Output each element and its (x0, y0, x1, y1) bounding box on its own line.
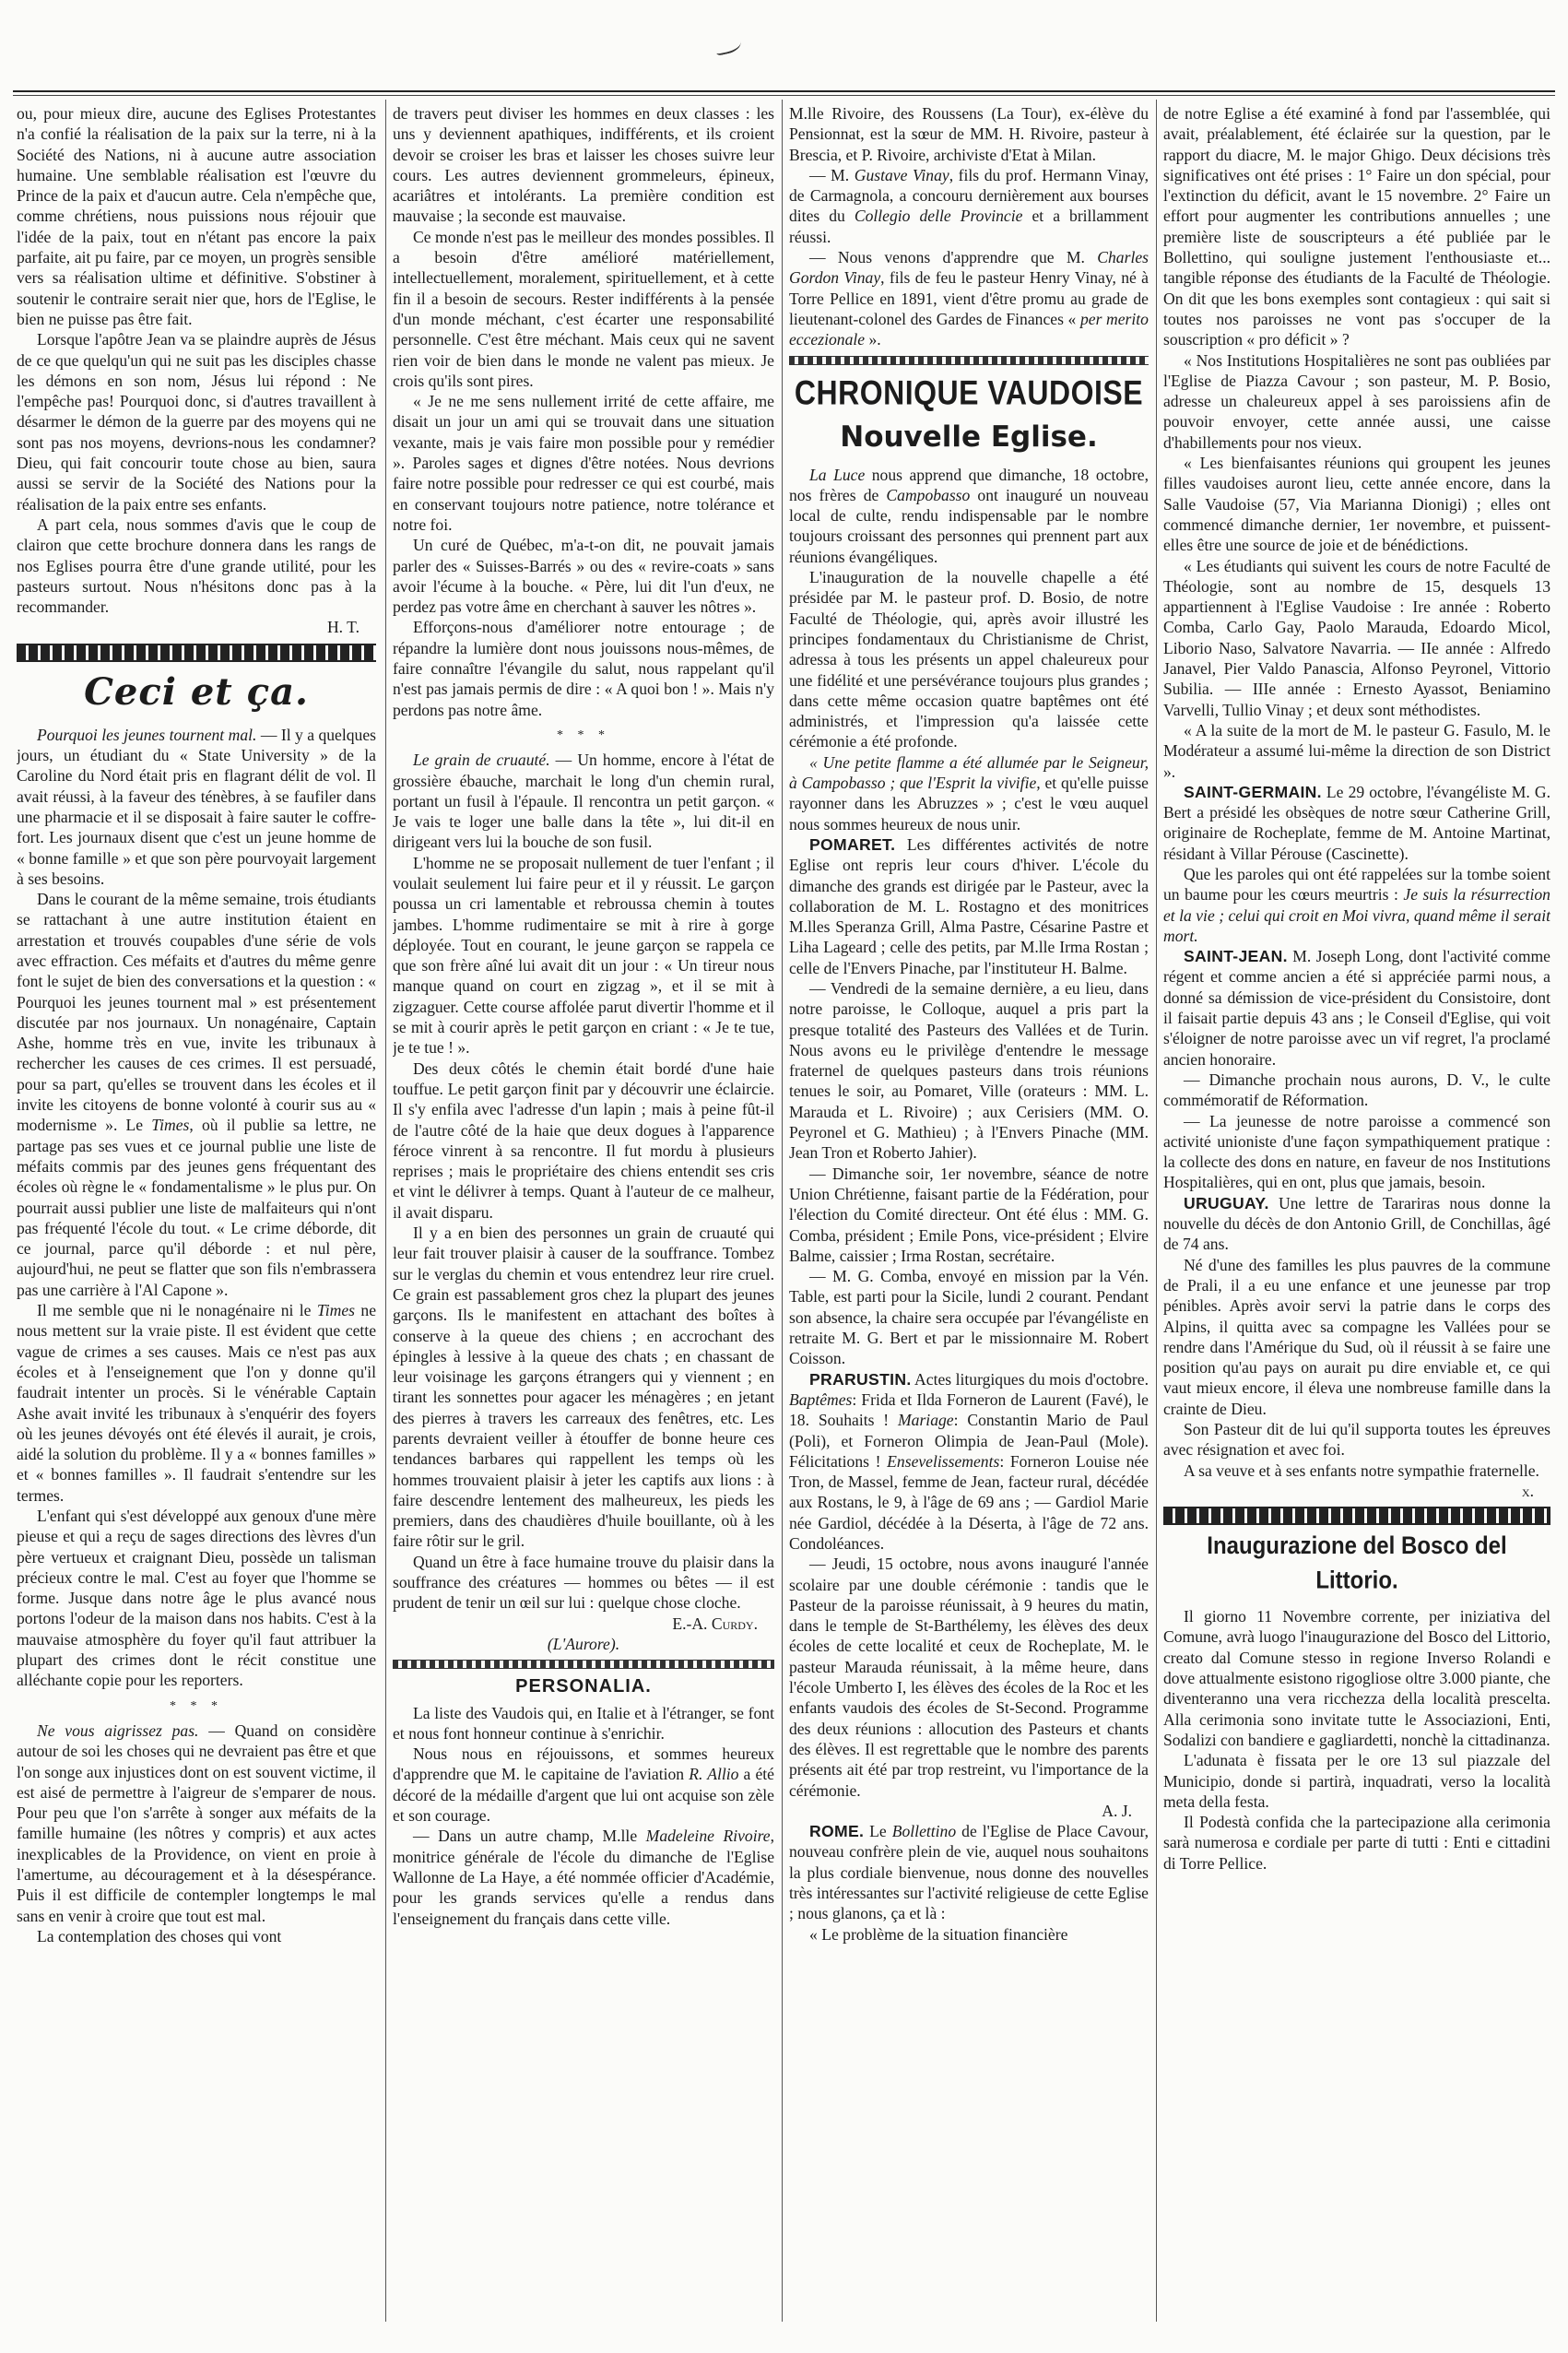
col1-signature: H. T. (326, 618, 360, 637)
col4-paragraph: Il giorno 11 Novembre corrente, per iniziativa del Comune, avrà luogo l'inaugurazione del Bosco del Littorio, creato dal Comune stesso in regione Inverso Rolandi e dove attualmente esistono rigogliose oltre 3.000 piante, che diventeranno una vera ricchezza della località prescelta. Alla cerimonia sono invitate tutte le Associazioni, Enti, Sodalizi con bandiere e gagliardetti, nonchè la cittadinanza. (1163, 1607, 1550, 1749)
column-rule-1 (385, 100, 386, 2322)
article-title: Le grain de cruauté. (413, 751, 550, 770)
section-heading-personalia: PERSONALIA. (515, 1676, 652, 1697)
col4-paragraph (1163, 864, 1550, 946)
article-title: Pourquoi les jeunes tournent mal. (37, 725, 257, 744)
place-heading: SAINT-JEAN. (1184, 947, 1288, 966)
text: M. Joseph Long, dont l'activité comme régent et comme ancien a été si appréciée parmi nous, a donné sa démission de vice-président du Consistoire, dont il faisait partie depuis 43 ans ; le Conseil d'Eglise, qui voit s'éloigner de notre paroisse avec un vif regret, l'a proclamé ancien honoraire. (1163, 947, 1550, 1069)
col3-paragraph (789, 752, 1149, 834)
place-heading: POMARET. (809, 834, 896, 854)
text: Les différentes activités de notre Eglise ont repris leur cours d'hiver. L'école du dimanche des grands est dirigée par le Pasteur, avec la collaboration de M. L. Rostagno et des monitrices M.lles Speranza Grill, Alma Pastre, Césarine Pastre et Liha Lageard ; celle des petits, par M.lle Irma Rostan ; celle de l'Envers Pinache, par l'instituteur H. Balme. (789, 834, 1149, 977)
col2-paragraph: « Je ne me sens nullement irrité de cette affaire, me disait un jour un ami qui se trouvait dans une situation vexante, mais je vais faire mon possible pour y remédier ». Paroles sages et dignes d'être notées. Nous devrions faire notre possible pour redresser ce qui est courbé, mais en conservant toujours notre patience, notre tolérance et notre foi. (393, 392, 774, 534)
col2-paragraph: L'homme ne se proposait nullement de tuer l'enfant ; il voulait seulement lui faire peur et il y réussit. Le garçon poussa un cri lamentable et rebroussa chemin à toutes jambes. L'homme rudimentaire se mit à rire à gorge déployée. Tout en courant, le jeune garçon se rappela ce que son frère aîné lui avait dit un jour : « Un tireur nous manque quand on court en zigzag », et il se mit à zigzaguer. Cette course affolée parut divertir l'homme et il se mit à courir après le petit garçon en criant : « Je te tue, je te tue ! ». (393, 853, 774, 1058)
col4-paragraph: « A la suite de la mort de M. le pasteur G. Fasulo, M. le Modérateur a assumé lui-même la direction de son District ». (1163, 720, 1550, 781)
person-name: Madeleine Rivoire (645, 1827, 771, 1846)
col4-paragraph: Son Pasteur dit de lui qu'il supporta toutes les épreuves avec résignation et avec foi. (1163, 1420, 1550, 1460)
col3-paragraph: « Le problème de la situation financière (809, 1924, 1068, 1944)
ornament-divider (789, 356, 1149, 365)
text: , monitrice générale de l'école du dimanche de l'Eglise Wallonne de La Haye, a été nommée officier d'Académie, pour les grands services qu'elle a rendus dans l'enseignement du français dans cette ville. (393, 1827, 774, 1928)
col4-paragraph: « Les étudiants qui suivent les cours de notre Faculté de Théologie, sont au nombre de 15, desquels 13 appartiennent à l'Eglise Vaudoise : Ire année : Roberto Comba, Carlo Gay, Paolo Marauda, Edoardo Micol, Liborio Naso, Salvatore Navarria. — IIe année : Alfredo Janavel, Pier Valdo Panascia, Alfonso Peyronel, Vittorio Subilia. — IIIe année : Ernesto Ayassot, Beniamino Varvelli, Tullio Vinay ; et deux sont méthodistes. (1163, 556, 1550, 719)
col1-paragraph: L'enfant qui s'est développé aux genoux d'une mère pieuse et qui a reçu de sages directions des lèvres d'un père vertueux et craignant Dieu, possède un talisman précieux contre le mal. C'est au foyer que l'homme se forme. Jusque dans notre âge le plus avancé nous portons l'odeur de la maison dans nos habits. C'est à la mauvaise atmosphère du foyer qu'il faut attribuer la plupart des crimes dont le récit constitue une alléchante copie pour les reporters. (17, 1507, 376, 1690)
col3-paragraph (789, 165, 1149, 247)
stars-separator: * * * (170, 1698, 223, 1713)
text: Une lettre de Tarariras nous donne la nouvelle du décès de don Antonio Grill, de Conchillas, âgé de 74 ans. (1163, 1193, 1550, 1254)
col2-paragraph (393, 1826, 774, 1928)
text: Nous nous en réjouissons, et sommes heureux d'apprendre que M. le capitaine de l'aviation (393, 1744, 774, 1784)
col3-paragraph: L'inauguration de la nouvelle chapelle a été présidée par M. le pasteur prof. D. Bosio, de notre Faculté de Théologie, qui, après avoir illustré les principes fondamentaux du Christianisme de Christ, adressa à tous les présents un appel chaleureux pour une fidélité et une persévérance toujours plus grandes ; dans cette même occasion quatre baptêmes ont été administrés, et l'impression qu'a laissée cette cérémonie a été profonde. (789, 568, 1149, 751)
label: Mariage (898, 1411, 954, 1430)
label: Ensevelissements (887, 1451, 1000, 1471)
col1-article (17, 1720, 376, 1926)
col1-paragraph: Lorsque l'apôtre Jean va se plaindre auprès de Jésus de ce que quelqu'un qui ne suit pas les disciples chasse les démons en son nom, Jésus lui répond : Ne l'empêche pas! Pourquoi donc, si d'autres travaillent à désarmer le démon de la guerre par des moyens qui ne sont pas nos moyens, devrions-nous les condamner? Dieu, qui fait concourir toute chose au bien, saura aussi se servir de la Société des Nations pour la réalisation de la paix entre ses enfants. (17, 330, 376, 514)
col2-paragraph: de travers peut diviser les hommes en deux classes : les uns y deviennent apathiques, indifférents, et ils croient devoir se croiser les bras et laisser les choses suivre leur cours. Les autres deviennent grommeleurs, épineux, acariâtres et intolérants. La première condition est mauvaise ; la seconde est mauvaise. (393, 104, 774, 226)
text: Le 29 octobre, l'évangéliste M. G. Bert a présidé les obsèques de notre sœur Catherine Grill, originaire de Rocheplate, femme de M. Antoine Martinat, résidant à Villar Pérouse (Cascinette). (1163, 782, 1550, 863)
newspaper-name: Bollettino (891, 1822, 957, 1841)
col4-paragraph: Il Podestà confida che la partecipazione alla cerimonia sarà numerosa e cordiale per parte di tutti : Enti e cittadini di Torre Pellice. (1163, 1813, 1550, 1873)
article-text: — Un homme, encore à l'état de grossière ébauche, marchait le long d'un chemin rural, portant un fusil à l'épaule. Il rencontra un petit garçon. « Je vais te loger une balle dans la tête », lui dit-il en dirigeant vers lui la bouche de son fusil. (393, 751, 774, 852)
citation: per merito eccezionale (789, 309, 1149, 349)
col4-paragraph: A sa veuve et à ses enfants notre sympathie fraternelle. (1184, 1460, 1539, 1480)
person-name: Gustave Vinay (854, 165, 949, 184)
article-heading-nouvelle-eglise: Nouvelle Eglise. (840, 420, 1098, 454)
text: , où il publie sa lettre, ne partage pas ses vues et ce journal publie une liste de méfaits commis par des jeunes gens fréquentant des écoles où règne le « fondamentalisme » le plus pur. On pourrait aussi publier une liste de malfaiteurs qui n'ont pas fréquenté l'école du tout. « Le crime déborde, dit ce journal, parce qu'il déborde : et nul père, aujourd'hui, ne peut se flatter que son fils n'embrassera pas une carrière à l'Al Capone ». (17, 1116, 376, 1299)
newspaper-name: Times (316, 1301, 355, 1320)
col1-paragraph (17, 889, 376, 1300)
text: nous apprend que dimanche, 18 octobre, nos frères de (789, 465, 1149, 504)
place-heading: ROME. (809, 1822, 865, 1841)
label: Baptêmes (789, 1389, 853, 1409)
col1-paragraph: A part cela, nous sommes d'avis que le coup de clairon que cette brochure donnera dans les rangs de nos Eglises pourra être d'une grande utilité, pour les pasteurs surtout. Nous n'hésitons donc pas à la recommander. (17, 514, 376, 617)
col2-paragraph: Des deux côtés le chemin était bordé d'une haie touffue. Le petit garçon finit par y découvrir une éclaircie. Il s'y enfila avec l'adresse d'un lapin ; mais à peine fût-il de l'autre côté de la haie que deux dogues à l'apparence féroce vinrent à sa rencontre. Il fut mordu à plusieurs reprises ; mais le propriétaire des chiens entendit ses cris et vint le délivrer à temps. Quant à l'auteur de ce malheur, il avait disparu. (393, 1058, 774, 1222)
col1-paragraph: La contemplation des choses qui vont (37, 1926, 282, 1945)
col1-paragraph (17, 1300, 376, 1506)
col2-paragraph: La liste des Vaudois qui, en Italie et à l'étranger, se font et nous font honneur continue à s'enrichir. (393, 1703, 774, 1743)
person-name: Charles Gordon Vinay (789, 248, 1149, 288)
text: Il me semble que ni le nonagénaire ni le (37, 1301, 317, 1320)
col3-paragraph (789, 834, 1149, 978)
col4-signature: x. (1521, 1481, 1534, 1500)
top-rule (13, 90, 1555, 92)
ornament-divider (393, 1660, 774, 1669)
text: : Forneron Louise née Tron, de Massel, femme de Jean, facteur rural, décédée aux Rostans, le 9, à l'âge de 69 ans ; — Gardiol Marie née Gardiol, décédée à la Déserta, à l'âge de 72 ans. Condoléances. (789, 1451, 1149, 1553)
quotation: Je suis la résurrection et la vie ; celui qui croit en Moi vivra, quand même il serait mort. (1163, 885, 1550, 945)
quotation: « Une petite flamme a été allumée par le Seigneur, à Campobasso ; que l'Esprit la vivifie, (789, 752, 1149, 793)
place-heading: SAINT-GERMAIN. (1184, 782, 1322, 801)
col3-paragraph (789, 1821, 1149, 1923)
text: , fils du prof. Hermann Vinay, de Carmagnola, a concouru dernièrement aux bourses dites du (789, 165, 1149, 226)
text: : Frida et Ilda Forneron de Laurent (Favé), le 18. Souhaits ! (789, 1389, 1149, 1430)
place-heading: PRARUSTIN. (809, 1369, 912, 1389)
col4-paragraph: — Dimanche prochain nous aurons, D. V., le culte commémoratif de Réformation. (1163, 1070, 1550, 1110)
col3-paragraph: — M. G. Comba, envoyé en mission par la Vén. Table, est parti pour la Sicile, lundi 2 courant. Pendant son absence, la chaire sera occupée par l'évangéliste en retraite M. G. Bert et par le missionnaire M. Robert Coisson. (789, 1267, 1149, 1368)
text: — M. (809, 165, 855, 184)
col4-paragraph (1163, 946, 1550, 1070)
text: a été décoré de la médaille d'argent que lui ont acquise son zèle et son courage. (393, 1765, 774, 1826)
column-3 (789, 103, 1149, 2320)
section-heading-chronique-vaudoise: CHRONIQUE VAUDOISE (794, 372, 1144, 412)
col3-paragraph (789, 247, 1149, 349)
person-name: R. Allio (689, 1765, 739, 1784)
column-1 (17, 103, 376, 2320)
col3-paragraph: M.lle Rivoire, des Roussens (La Tour), ex-élève du Pensionnat, est la sœur de MM. H. Rivoire, pasteur à Brescia, et P. Rivoire, archiviste d'Etat à Milan. (789, 104, 1149, 164)
col2-paragraph: Un curé de Québec, m'a-t-on dit, ne pouvait jamais parler des « Suisses-Barrés » ou des « revire-coats » sans avoir l'écume à la bouche. « Père, lui dit l'un d'eux, ne perdez pas votre âme en cherchant à sauver les nôtres ». (393, 536, 774, 617)
col3-paragraph (789, 465, 1149, 567)
col4-paragraph: de notre Eglise a été examiné à fond par l'assemblée, qui avait, préalablement, été éclairée sur la question, par le rapport du diacre, M. le major Ghigo. Deux décisions très significatives ont été prises : 1° Faire un don spécial, pour l'extinction du déficit, avant le 15 novembre. 2° Faire un effort pour augmenter les contributions annuelles ; une première liste de souscripteurs a été publiée par le Bollettino, qui souligne justement l'enthousiaste et... tangible réponse des étudiants de la Faculté de Théologie. On dit que les bons exemples sont contagieux : qui sait si toutes nos paroisses ne vont pas s'occuper de la souscription « pro déficit » ? (1163, 104, 1550, 349)
col4-paragraph: « Les bienfaisantes réunions qui groupent les jeunes filles vaudoises auront lieu, cette année encore, dans la Salle Vaudoise (57, Via Marianna Dionigi) ; elles ont commencé dimanche dernier, 1er novembre, et puissent-elles être une source de joie et de bénédictions. (1163, 454, 1550, 555)
place-name: Campobasso (886, 485, 971, 504)
institution-name: Collegio delle Provincie (854, 207, 1023, 226)
col2-paragraph: Ce monde n'est pas le meilleur des mondes possibles. Il a besoin d'être amélioré matériellement, intellectuellement, moralement, spirituellement, et à cette fin il a besoin de secours. Rester indifférents à la pensée d'un monde méchant, c'est écarter une responsabilité personnelle. C'est être méchant. Mais ceux qui ne savent rien voir de bien dans le monde ne valent pas mieux. Je crois qu'ils sont pires. (393, 227, 774, 390)
ornament-divider (1163, 1507, 1550, 1525)
col2-paragraph: Efforçons-nous d'améliorer notre entourage ; de répandre la lumière dont nous jouissons nous-mêmes, de faire connaître l'évangile du salut, nous rappelant qu'il n'est pas jamais permis de dire : « A quoi bon ! ». Mais n'y perdons pas notre âme. (393, 618, 774, 719)
place-heading: URUGUAY. (1184, 1193, 1269, 1212)
column-4 (1163, 103, 1550, 2320)
col2-paragraph (393, 1744, 774, 1826)
text: Le (864, 1822, 892, 1841)
col4-paragraph: « Nos Institutions Hospitalières ne sont pas oubliées par l'Eglise de Piazza Cavour ; son pasteur, M. P. Bosio, adresse un chaleureux appel à ses paroissiens afin de pouvoir envoyer, cette année aussi, une caisse d'habillements pour nos vieux. (1163, 350, 1550, 452)
col4-paragraph: L'adunata è fissata per le ore 13 sul piazzale del Municipio, donde si partirà, inquadrati, verso la località meta della festa. (1163, 1751, 1550, 1811)
text: ». (865, 330, 881, 349)
text: ont inauguré un nouveau local de culte, rendu indispensable par le nombre toujours croissant des personnes qui prennent part aux réunions évangéliques. (789, 485, 1149, 566)
ornament-divider (17, 644, 376, 662)
col2-paragraph: Quand un être à face humaine trouve du plaisir dans la souffrance des créatures — hommes ou bêtes — il est prudent de tenir un œil sur lui : quelque chose cloche. (393, 1552, 774, 1613)
text: et a brillamment réussi. (789, 207, 1149, 246)
article-heading-bosco-littorio: Inaugurazione del Bosco del Littorio. (1207, 1532, 1507, 1595)
text: — Nous venons d'apprendre que M. (809, 248, 1098, 267)
text: Actes liturgiques du mois d'octobre. (911, 1369, 1149, 1389)
col4-paragraph: Né d'une des familles les plus pauvres de la commune de Prali, il a eu une enfance et une jeunesse par trop pénibles. Après avoir servi la patrie dans le corps des Alpins, il quitta avec sa compagne les Vallées pour se rendre dans l'Amérique du Sud, où il réussit à se faire une position qu'au pays on aurait pu dire enviable et, ce qui vaut mieux encore, il éleva une nombreuse famille dans la crainte de Dieu. (1163, 1255, 1550, 1418)
col2-signature: E.-A. Curdy. (672, 1614, 758, 1633)
page-corner-mark (714, 36, 743, 55)
col3-paragraph: — Vendredi de la semaine dernière, a eu lieu, dans notre paroisse, le Colloque, auquel a pris part la presque totalité des Pasteurs des Vallées et de Turin. Nous avons eu le privilège d'entendre le message fraternel de quelques pasteurs dans trois réunions tenues le soir, au Pomaret, Ville (orateurs : MM. L. Marauda et L. Rivoire) ; aux Cerisiers (MM. O. Peyronel et G. Mathieu) ; à l'Envers Pinache (MM. Jean Tron et Roberto Jahier). (789, 978, 1149, 1163)
col4-paragraph: — La jeunesse de notre paroisse a commencé son activité unioniste d'une façon sympathiquement pratique : la collecte des dons en nature, en faveur de nos Institutions Hospitalières, qui en ont, plus que jamais, besoin. (1163, 1111, 1550, 1192)
text: — Dans un autre champ, M.lle (413, 1827, 646, 1846)
text: Dans le courant de la même semaine, trois étudiants se rattachant à une autre institution étaient en arrestation et trouvés coupables d'une série de vols avec effraction. Ces méfaits et d'autres du même genre font le sujet de bien des conversations et la question : « Pourquoi les jeunes tournent mal » est présentement discutée par nos journaux. Un nonagénaire, Captain Ashe, homme très en vue, invite les tribunaux à rechercher les causes de ces crimes. Il est persuadé, pour sa part, qu'elles se trouvent dans les écoles et il invite les citoyens de bonne volonté à courir sus au « modernisme ». Le (17, 890, 376, 1135)
col1-paragraph: ou, pour mieux dire, aucune des Eglises Protestantes n'a confié la réalisation de la paix sur la terre, ni à la Société des Nations, ni à aucune autre association humaine. Une semblable réalisation est l'œuvre du Prince de la paix et d'aucun autre. Cela n'empêche que, comme chrétiens, nous puissions nous réjouir que l'idée de la paix, tout en n'étant pas encore la paix parfaite, ait pu faire, par ce moyen, un progrès sensible vers sa réalisation ultime et définitive. S'obstiner à soutenir le contraire serait nier que, hors de l'Eglise, le bien ne puisse pas être fait. (17, 104, 376, 328)
top-rule-thin (13, 95, 1555, 96)
newspaper-name: Times (151, 1116, 190, 1135)
text: : Constantin Mario de Paul (Poli), et Forneron Olimpia de Jean-Paul (Mole). Félicitations ! (789, 1411, 1149, 1471)
col2-source: (L'Aurore). (547, 1634, 620, 1653)
col2-paragraph: Il y a en bien des personnes un grain de cruauté qui leur fait trouver plaisir à causer de la souffrance. Tombez sur le verglas du chemin et vous entendrez leur rire cruel. Ce grain est passablement gros chez la plupart des jeunes garçons. Ils le manifestent en attachant des boîtes à conserve à la queue des chiens ; en accrochant des épingles à lessive à la queue des chats ; en chassant de leur voisinage les garçons étrangers qui y viennent ; en tirant les sonnettes pour agacer les ménagères ; en jetant des pierres à travers les carreaux des fenêtres, etc. Les parents devraient veiller à étouffer de bonne heure ces tendances barbares qui rappellent les temps où les hommes trouvaient plaisir à jeter les captifs aux lions : à faire descendre lentement des malheureux, les pieds les premiers, dans des chaudières d'huile bouillante, où à les faire rôtir sur le gril. (393, 1224, 774, 1551)
column-2 (393, 103, 774, 2320)
col3-signature: A. J. (1102, 1801, 1132, 1820)
col1-article (17, 725, 376, 889)
col3-paragraph: — Dimanche soir, 1er novembre, séance de notre Union Chrétienne, faisant partie de la Fédération, pour l'élection du Comité directeur. Ont été élus : MM. G. Comba, président ; Emile Pons, vice-président ; Elvire Balme, caissier ; Irma Rostan, secrétaire. (789, 1164, 1149, 1265)
article-title: Ne vous aigrissez pas. (37, 1720, 199, 1740)
text: Que les paroles qui ont été rappelées sur la tombe soient un baume pour les cœurs meurtris : (1163, 864, 1550, 905)
col4-paragraph (1163, 782, 1550, 864)
col2-article (393, 750, 774, 852)
newspaper-name: La Luce (809, 465, 866, 484)
text: et qu'elle puisse rayonner dans les Abruzzes » ; c'est le vœu auquel nous sommes heureux de nous unir. (789, 774, 1149, 834)
text: de l'Eglise de Place Cavour, nouveau confrère plein de vie, auquel nous souhaitons la plus cordiale bienvenue, nous donne des nouvelles très intéressantes sur l'activité religieuse de cette Eglise ; nous glanons, ça et là : (789, 1822, 1149, 1923)
section-heading-ceci-et-ca: Ceci et ça. (84, 669, 309, 714)
col4-paragraph (1163, 1193, 1550, 1255)
column-rule-3 (1156, 100, 1157, 2322)
article-text: — Quand on considère autour de soi les choses qui ne devraient pas être et que l'on songe aux injustices dont on est souvent victime, il est aisé de permettre à l'aigreur de s'emparer de nous. Pour peu que l'on s'arrête à songer aux méfaits de la famille humaine (les nôtres y compris) et aux actes inexplicables de la Providence, on vient en proie à l'amertume, au découragement et à la désespérance. Puis il est difficile de contempler longtemps le mal sans en venir à croire que tout est mal. (17, 1720, 376, 1925)
col3-paragraph (789, 1369, 1149, 1555)
text: , fils de feu le pasteur Henry Vinay, né à Torre Pellice en 1891, vient d'être promu au grade de lieutenant-colonel des Gardes de Finances « (789, 268, 1149, 328)
text: ne nous mettent sur la vraie piste. Il est évident que cette vague de crimes a ses causes. Mais ce n'est pas aux écoles et à l'enseignement que l'on y donne qu'il faudrait intenter un procès. Si le vénérable Captain Ashe avait invité les tribunaux à s'enquérir des foyers où les jeunes dévoyés ont été élevés il aurait, je crois, aidé la solution du problème. Il y a « bonnes familles » et « bonnes familles ». Il faudrait s'entendre sur les termes. (17, 1301, 376, 1505)
column-rule-2 (782, 100, 783, 2322)
col3-paragraph: — Jeudi, 15 octobre, nous avons inauguré l'année scolaire par une double cérémonie : tandis que le Pasteur de la paroisse réunissait, à 9 heures du matin, dans le temple de St-Barthélemy, les élèves des deux écoles de cette localité et ceux de Rocheplate, M. le pasteur Marauda réunissait, à la même heure, dans l'école Umberto I, les élèves des écoles de la Roc et les enfants vaudois des écoles de St-Second. Programme des deux réunions : allocution des Pasteurs et chants des élèves. Il est regrettable que le nombre des parents présents ait été par trop restreint, vu l'importance de la cérémonie. (789, 1555, 1149, 1800)
article-text: — Il y a quelques jours, un étudiant du « State University » de la Caroline du Nord était pris en flagrant délit de vol. Il avait réussi, à la faveur des ténèbres, à se faufiler dans une pharmacie et il se disposait à faire sauter le coffre-fort. Les journaux disent que c'est un jeune homme de « bonne famille » et que son père pourvoyait largement à ses besoins. (17, 725, 376, 888)
stars-separator: * * * (557, 727, 610, 742)
